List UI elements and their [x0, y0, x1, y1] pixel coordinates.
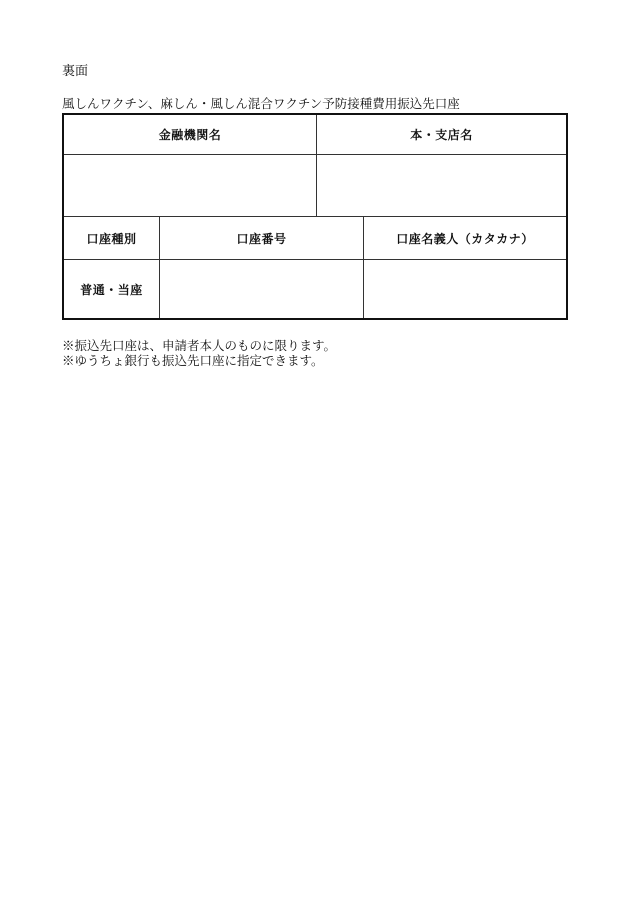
account-holder-field[interactable]: [364, 260, 566, 318]
bank-account-table: [62, 113, 568, 320]
bank-name-header: 金融機関名: [158, 128, 222, 142]
page-heading: 裏面: [62, 64, 89, 79]
notes: [62, 338, 336, 368]
account-number-header: 口座番号: [236, 231, 287, 246]
account-holder-header: 口座名義人（カタカナ）: [396, 231, 534, 246]
account-type-header: 口座種別: [86, 231, 137, 246]
note-own-account: ※振込先口座は、申請者本人のものに限ります。: [62, 338, 337, 353]
form-title: 風しんワクチン、麻しん・風しん混合ワクチン予防接種費用振込先口座: [62, 96, 460, 111]
branch-name-field[interactable]: [317, 155, 566, 216]
account-type-value[interactable]: 普通・当座: [80, 282, 143, 297]
note-yucho-bank: ※ゆうちょ銀行も振込先口座に指定できます。: [62, 353, 324, 368]
account-number-field[interactable]: [160, 260, 363, 318]
branch-name-header: 本・支店名: [410, 128, 473, 142]
bank-name-field[interactable]: [64, 155, 316, 216]
